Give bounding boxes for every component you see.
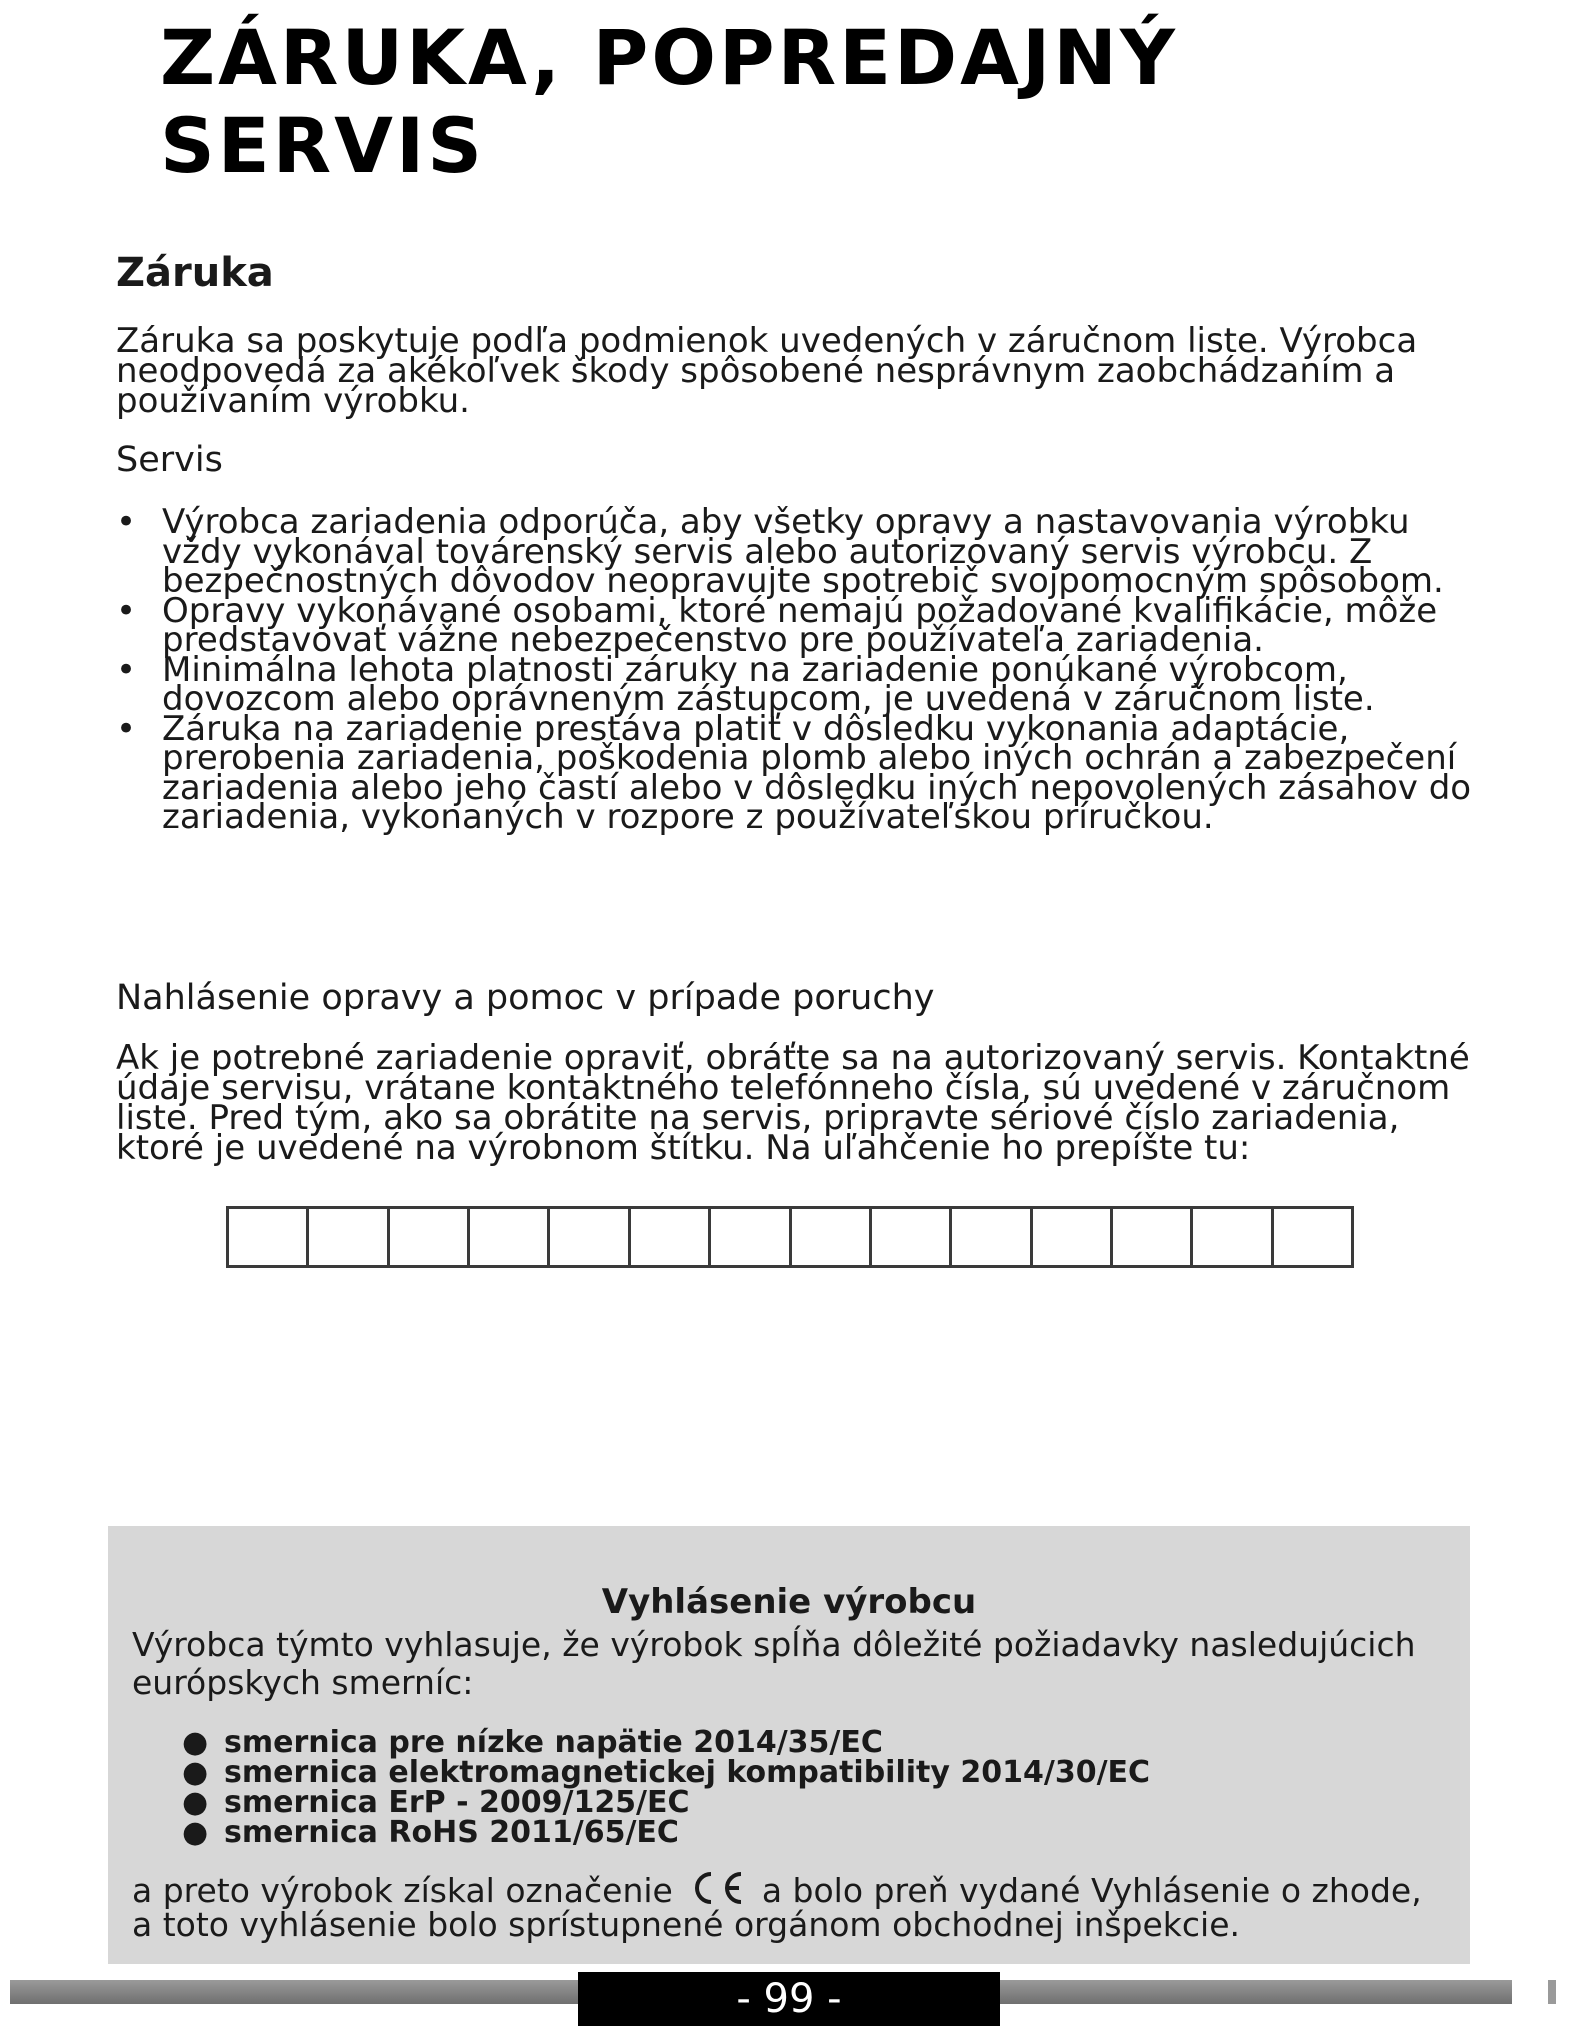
repair-text: Ak je potrebné zariadenie opraviť, obráťte sa na autorizovaný servis. Kontaktné údaje servisu, vrátane kontaktného telefónneho čísla, sú uvedené v záručnom liste. Pred tým, ako sa obrátite na servis, pripravte sériové číslo zariadenia, ktoré je uvedené na výrobnom štítku. Na uľahčenie ho prepíšte tu: — [116, 1038, 1470, 1168]
directive-item — [182, 1755, 1151, 1790]
directive-text: smernica pre nízke napätie 2014/35/EC — [224, 1725, 883, 1760]
serial-digit-cell[interactable] — [390, 1209, 470, 1265]
page-number: - 99 - — [578, 1972, 1000, 2026]
list-item — [116, 708, 1496, 837]
warranty-text: Záruka sa poskytuje podľa podmienok uvedených v záručnom liste. Výrobca neodpovedá za akékoľvek škody spôsobené nesprávnym zaobchádzaním a používaním výrobku. — [116, 321, 1418, 421]
warranty-heading: Záruka — [116, 250, 274, 296]
ce-mark-icon — [685, 1870, 749, 1906]
directive-text: smernica ErP - 2009/125/EC — [224, 1785, 690, 1820]
serial-digit-cell[interactable] — [470, 1209, 550, 1265]
serial-digit-cell[interactable] — [952, 1209, 1032, 1265]
bullet-icon: ● — [182, 1755, 209, 1790]
list-item-text: Opravy vykonávané osobami, ktoré nemajú požadované kvalifikácie, môže predstavovať vážne nebezpečenstvo pre používateľa zariadenia. — [162, 590, 1438, 660]
list-item — [116, 502, 1496, 601]
serial-digit-cell[interactable] — [550, 1209, 630, 1265]
serial-digit-cell[interactable] — [1274, 1209, 1351, 1265]
list-item-text: Výrobca zariadenia odporúča, aby všetky opravy a nastavovania výrobku vždy vykonával továrenský servis alebo autorizovaný servis výrobcu. Z bezpečnostných dôvodov neopravujte spotrebič svojpomocným spôsobom. — [162, 502, 1444, 601]
serial-digit-cell[interactable] — [792, 1209, 872, 1265]
serial-digit-cell[interactable] — [1193, 1209, 1273, 1265]
serial-number-boxes[interactable] — [226, 1206, 1354, 1268]
list-item-text: Záruka na zariadenie prestáva platiť v dôsledku vykonania adaptácie, prerobenia zariadenia, poškodenia plomb alebo iných ochrán a zabezpečení zariadenia alebo jeho častí alebo v dôsledku iných nepovolených zásahov do zariadenia, vykonaných v rozpore z používateľskou príručkou. — [162, 708, 1472, 837]
declaration-outro — [132, 1870, 1452, 1942]
page-title-line1: ZÁRUKA, POPREDAJNÝ — [160, 13, 1178, 102]
directive-text: smernica elektromagnetickej kompatibility 2014/30/EC — [224, 1755, 1151, 1790]
bullet-icon: ● — [182, 1725, 209, 1760]
bullet-icon: ● — [182, 1815, 209, 1850]
declaration-outro-after: a bolo preň vydané Vyhlásenie o zhode, a toto vyhlásenie bolo sprístupnené orgánom obchodnej inšpekcie. — [132, 1871, 1422, 1944]
directive-item — [182, 1815, 1150, 1850]
serial-digit-cell[interactable] — [229, 1209, 309, 1265]
serial-digit-cell[interactable] — [309, 1209, 389, 1265]
directive-item — [182, 1725, 1150, 1760]
page-title — [160, 14, 1178, 190]
declaration-intro: Výrobca týmto vyhlasuje, že výrobok spĺňa dôležité požiadavky nasledujúcich európskych smerníc: — [132, 1625, 1416, 1702]
serial-digit-cell[interactable] — [1113, 1209, 1193, 1265]
bullet-icon: • — [116, 502, 137, 542]
manufacturer-declaration — [108, 1526, 1470, 1964]
service-bullet-list — [116, 502, 1496, 837]
directive-list — [182, 1725, 1151, 1850]
bullet-icon: ● — [182, 1785, 209, 1820]
serial-digit-cell[interactable] — [711, 1209, 791, 1265]
repair-label: Nahlásenie opravy a pomoc v prípade poruchy — [116, 978, 935, 1018]
bullet-icon: • — [116, 649, 137, 690]
list-item-text: Minimálna lehota platnosti záruky na zariadenie ponúkané výrobcom, dovozcom alebo oprávneným zástupcom, je uvedená v záručnom liste. — [162, 649, 1375, 719]
serial-digit-cell[interactable] — [1033, 1209, 1113, 1265]
directive-item — [182, 1785, 1150, 1820]
bullet-icon: • — [116, 708, 137, 749]
serial-digit-cell[interactable] — [631, 1209, 711, 1265]
list-item — [116, 649, 1496, 719]
directive-text: smernica RoHS 2011/65/EC — [224, 1815, 679, 1850]
page-title-line2: SERVIS — [160, 101, 486, 190]
declaration-title: Vyhlásenie výrobcu — [601, 1582, 977, 1622]
declaration-outro-before: a preto výrobok získal označenie — [132, 1871, 673, 1910]
serial-digit-cell[interactable] — [872, 1209, 952, 1265]
service-label: Servis — [116, 440, 223, 480]
bullet-icon: • — [116, 590, 137, 631]
footer-tick — [1548, 1980, 1556, 2004]
list-item — [116, 590, 1496, 660]
